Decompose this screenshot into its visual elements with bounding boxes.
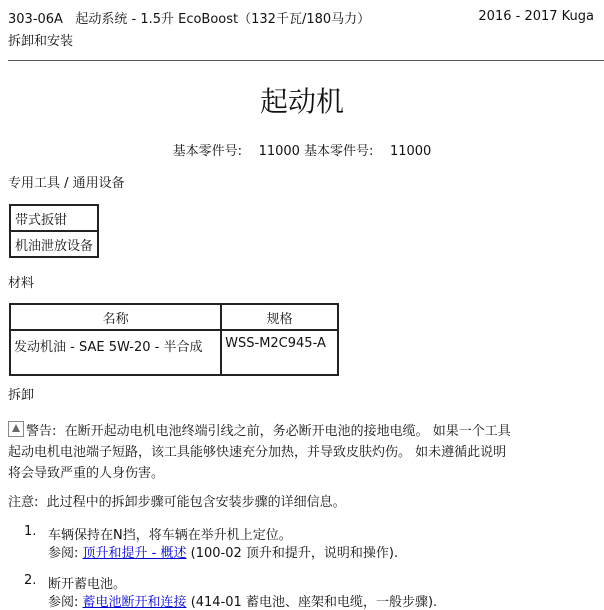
- column-header-spec: 规格: [221, 304, 338, 330]
- column-header-name: 名称: [10, 304, 221, 330]
- step-number: 2.: [24, 573, 37, 588]
- reference-suffix: (414-01 蓄电池、座架和电缆，一般步骤).: [190, 595, 438, 610]
- warning-label: 警告:: [26, 424, 57, 439]
- reference-suffix: (100-02 顶升和提升，说明和操作).: [190, 546, 399, 561]
- step-reference: [48, 591, 437, 610]
- table-row: [10, 330, 338, 375]
- material-spec: WSS-M2C945-A: [221, 330, 338, 375]
- warning-line-1: [8, 420, 511, 439]
- system-name: 起动系统 - 1.5升 EcoBoost（132千瓦/180马力）: [75, 12, 371, 27]
- part-number: 基本零件号: 11000 基本零件号: 11000: [172, 144, 432, 159]
- warning-line-3: 将会导致严重的人身伤害。: [8, 466, 165, 481]
- tool-item: 机油泄放设备: [10, 231, 98, 257]
- warning-line-2: 起动电机电池端子短路，该工具能够快速充分加热，并导致皮肤灼伤。 如未遵循此说明: [8, 445, 507, 460]
- reference-prefix: 参阅:: [48, 595, 79, 610]
- tool-item: 带式扳钳: [10, 205, 98, 231]
- warning-icon: [8, 421, 24, 437]
- page-title: 起动机: [259, 85, 344, 118]
- material-name: 发动机油 - SAE 5W-20 - 半合成: [10, 330, 221, 375]
- reference-link-battery[interactable]: 蓄电池断开和连接: [82, 595, 187, 610]
- materials-heading: 材料: [8, 276, 35, 291]
- tools-heading: 专用工具 / 通用设备: [8, 176, 125, 191]
- tools-table: [9, 204, 99, 258]
- section-code: 303-06A: [8, 12, 63, 27]
- warning-text: 在断开起动电机电池终端引线之前，务必断开电池的接地电缆。 如果一个工具: [64, 424, 511, 439]
- document-header: [8, 9, 370, 53]
- step-number: 1.: [24, 524, 37, 539]
- note: 注意: 此过程中的拆卸步骤可能包含安装步骤的详细信息。: [8, 495, 346, 510]
- reference-link-jacking[interactable]: 顶升和提升 - 概述: [82, 546, 187, 561]
- removal-heading: 拆卸: [8, 388, 35, 403]
- step-reference: [48, 542, 398, 561]
- step-text: 断开蓄电池。: [48, 577, 127, 592]
- procedure-type: 拆卸和安装: [8, 34, 74, 49]
- header-divider: [8, 60, 604, 61]
- reference-prefix: 参阅:: [48, 546, 79, 561]
- materials-table: [9, 303, 339, 376]
- step-text: 车辆保持在N挡，将车辆在举升机上定位。: [48, 528, 292, 543]
- model-years: 2016 - 2017 Kuga: [478, 9, 594, 24]
